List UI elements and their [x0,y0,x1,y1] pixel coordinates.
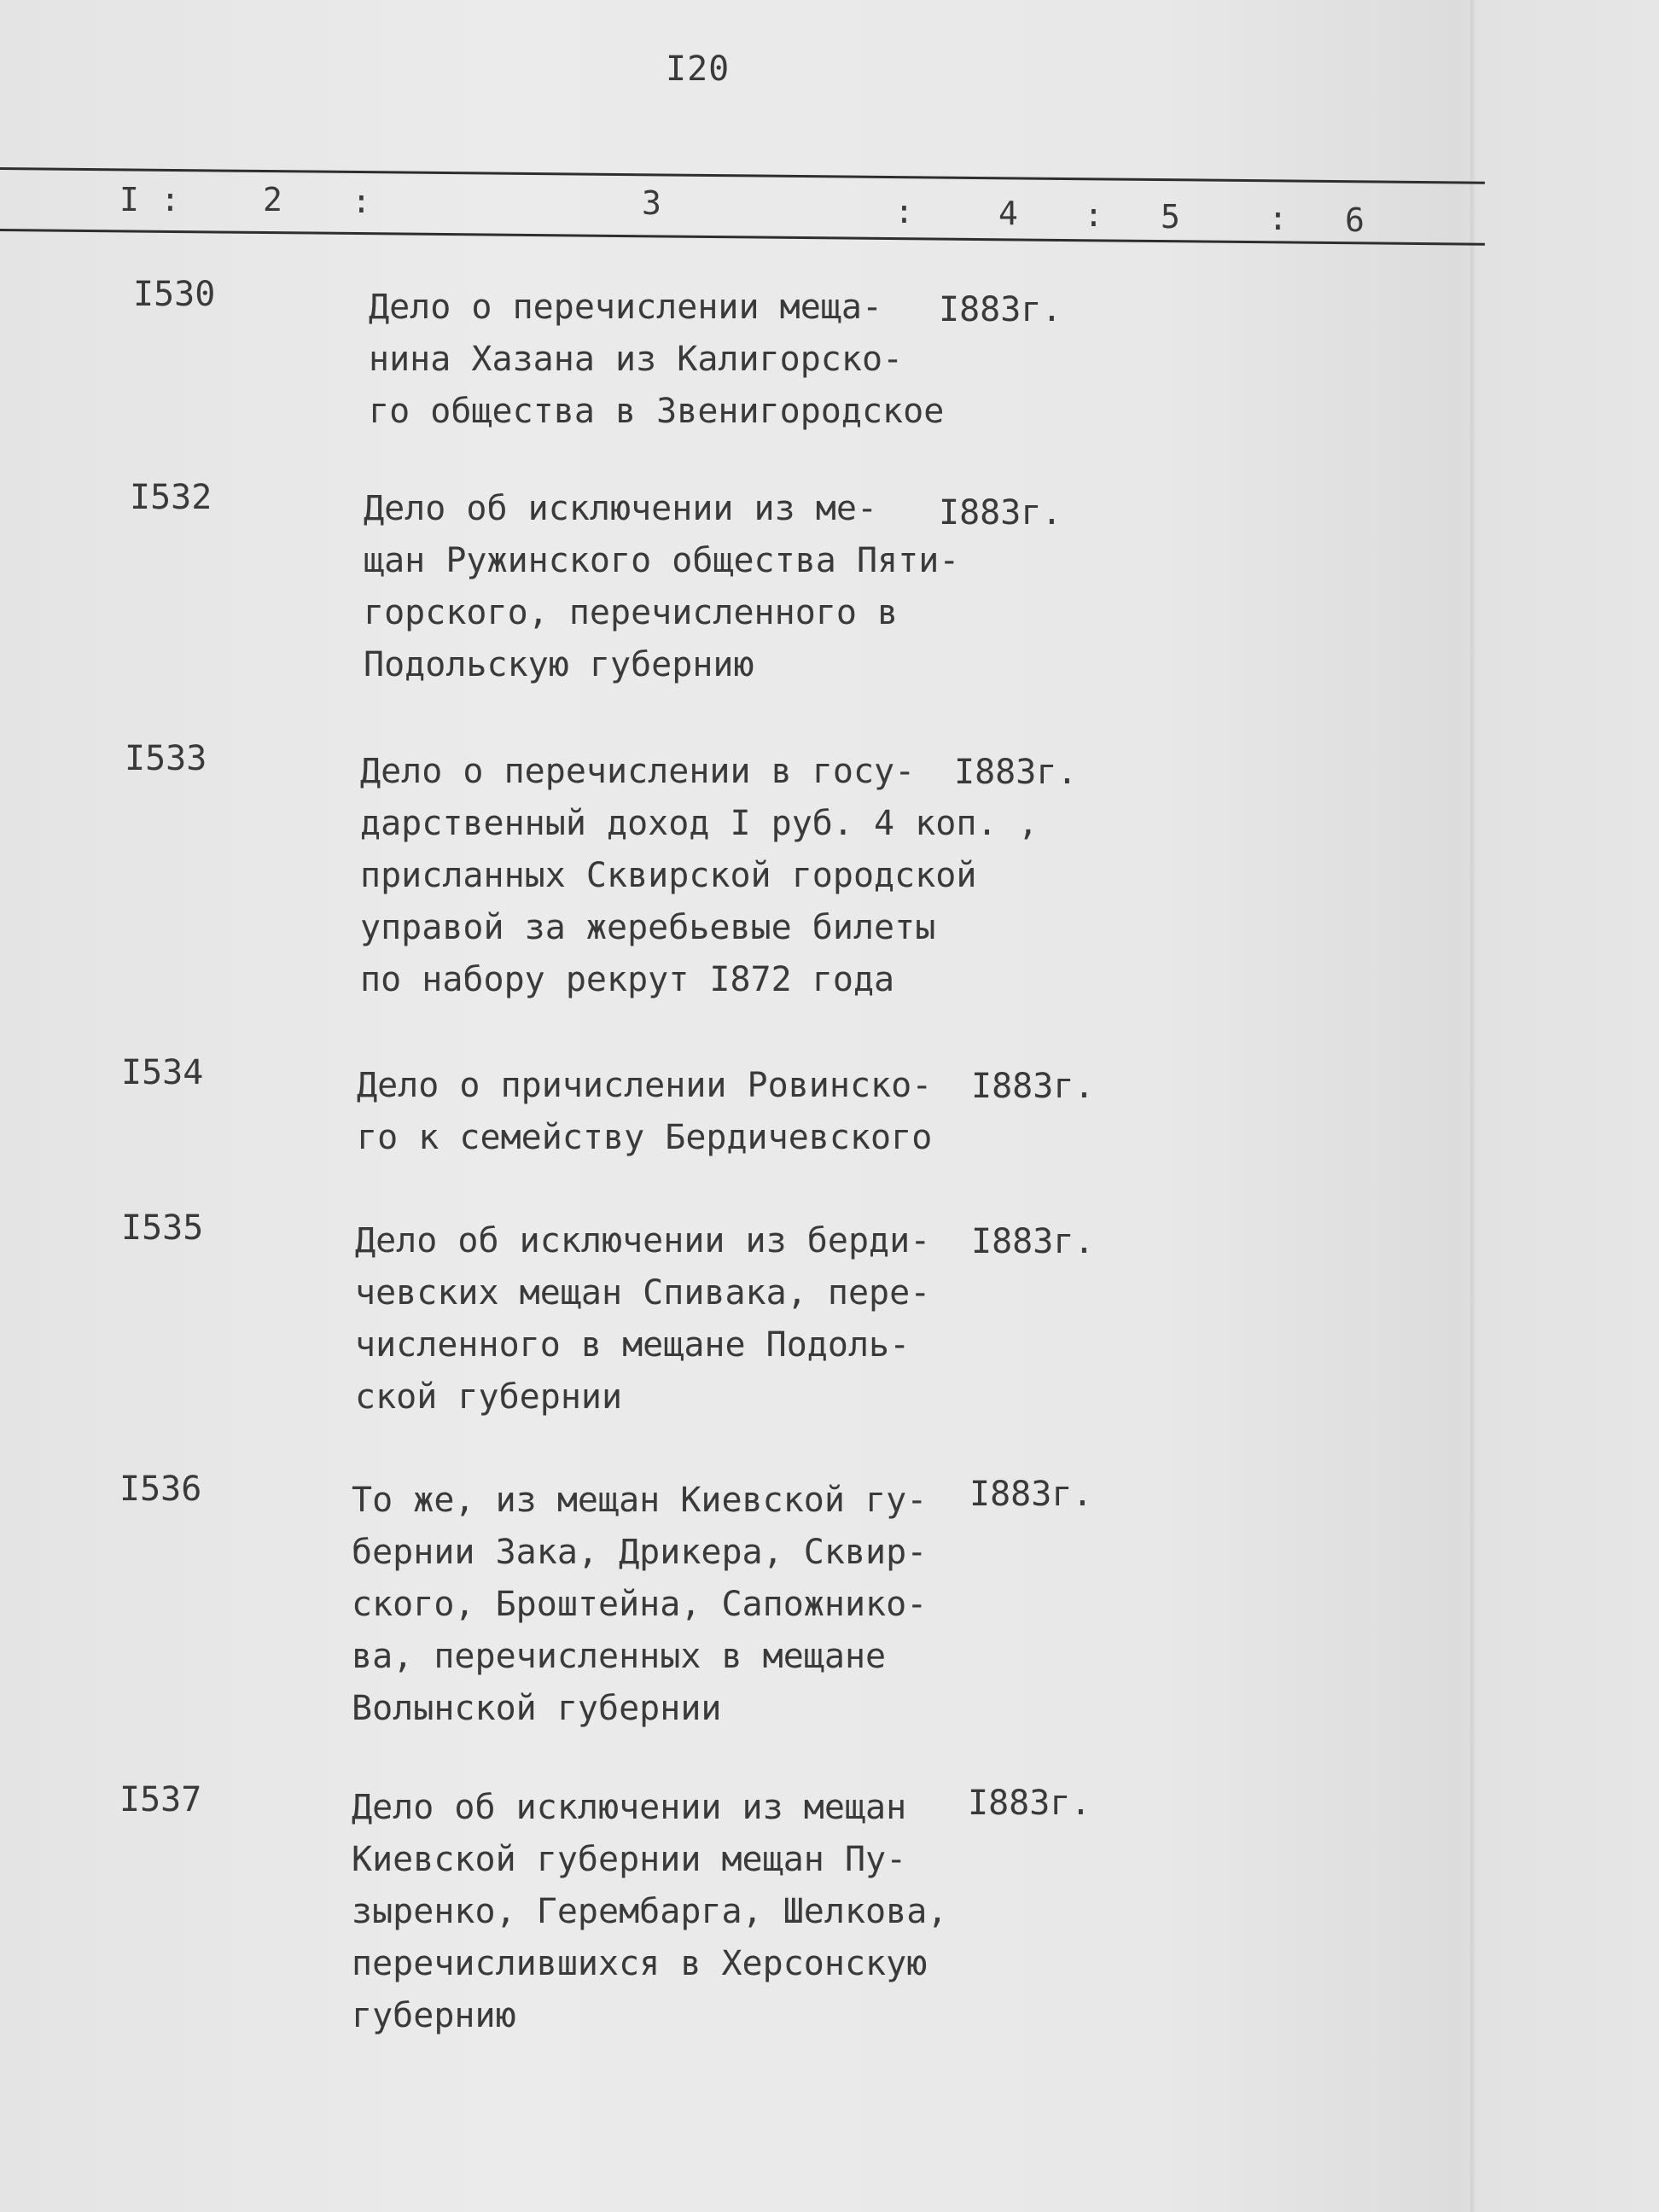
column-separator-5: : [1268,200,1288,237]
case-title-line: го общества в Звенигородское [369,392,945,431]
column-header-1: I [119,181,139,218]
case-number: I532 [130,478,212,517]
case-title-line: Дело об исключении из ме- [364,489,878,528]
case-title-line: чевских мещан Спивака, пере- [355,1273,931,1313]
case-number: I535 [121,1208,204,1248]
column-separator-1: : [160,181,180,218]
table-header-top-rule [0,167,1485,184]
case-title-line: присланных Сквирской городской [360,856,977,895]
column-header-2: 2 [263,181,282,218]
column-separator-4: : [1084,196,1103,234]
case-title-line: зыренко, Герембарга, Шелкова, [352,1892,948,1931]
case-title-line: управой за жеребьевые билеты [360,908,936,947]
case-title-line: дарственный доход I руб. 4 коп. , [360,804,1039,843]
case-title-line: Дело об исключении из берди- [355,1221,931,1260]
case-year: I883г. [939,493,1062,533]
case-title-line: численного в мещане Подоль- [355,1325,911,1365]
case-year: I883г. [971,1067,1095,1106]
case-title-line: Дело о причислении Ровинско- [357,1066,933,1105]
column-separator-3: : [894,193,914,230]
case-title-line: То же, из мещан Киевской гу- [352,1481,928,1520]
case-year: I883г. [969,1475,1093,1514]
case-title-line: нина Хазана из Калигорско- [369,340,904,379]
case-year: I883г. [971,1222,1095,1261]
case-number: I537 [119,1780,202,1819]
page-number: I20 [666,49,731,89]
column-header-6: 6 [1345,201,1365,239]
case-title-line: ва, перечисленных в мещане [352,1637,887,1676]
case-title-line: бернии Зака, Дрикера, Сквир- [352,1533,928,1572]
column-header-5: 5 [1161,198,1180,236]
case-title-line: щан Ружинского общества Пяти- [364,541,960,580]
table-header-bottom-rule [0,229,1485,246]
case-title-line: по набору рекрут I872 года [360,960,895,999]
case-number: I536 [119,1470,202,1509]
case-number: I534 [121,1053,204,1092]
case-title-line: Дело о перечислении в госу- [360,752,916,791]
case-title-line: Подольскую губернию [364,645,754,684]
column-header-3: 3 [642,184,661,222]
column-separator-2: : [352,183,371,220]
case-title-line: Волынской губернии [352,1689,722,1728]
page-fold-shadow [1468,0,1476,2212]
case-title-line: ской губернии [355,1377,623,1417]
case-title-line: губернию [352,1996,516,2035]
case-title-line: горского, перечисленного в [364,593,899,632]
case-title-line: го к семейству Бердичевского [357,1118,933,1157]
case-title-line: ского, Броштейна, Сапожнико- [352,1585,928,1624]
case-title-line: Дело о перечислении меща- [369,288,883,327]
case-year: I883г. [968,1784,1091,1823]
case-number: I533 [125,739,207,778]
case-title-line: Дело об исключении из мещан [352,1788,907,1827]
case-number: I530 [133,275,216,314]
column-header-4: 4 [998,195,1018,232]
case-title-line: перечислившихся в Херсонскую [352,1944,928,1983]
case-year: I883г. [939,290,1062,329]
case-title-line: Киевской губернии мещан Пу- [352,1840,907,1879]
case-year: I883г. [954,753,1078,792]
